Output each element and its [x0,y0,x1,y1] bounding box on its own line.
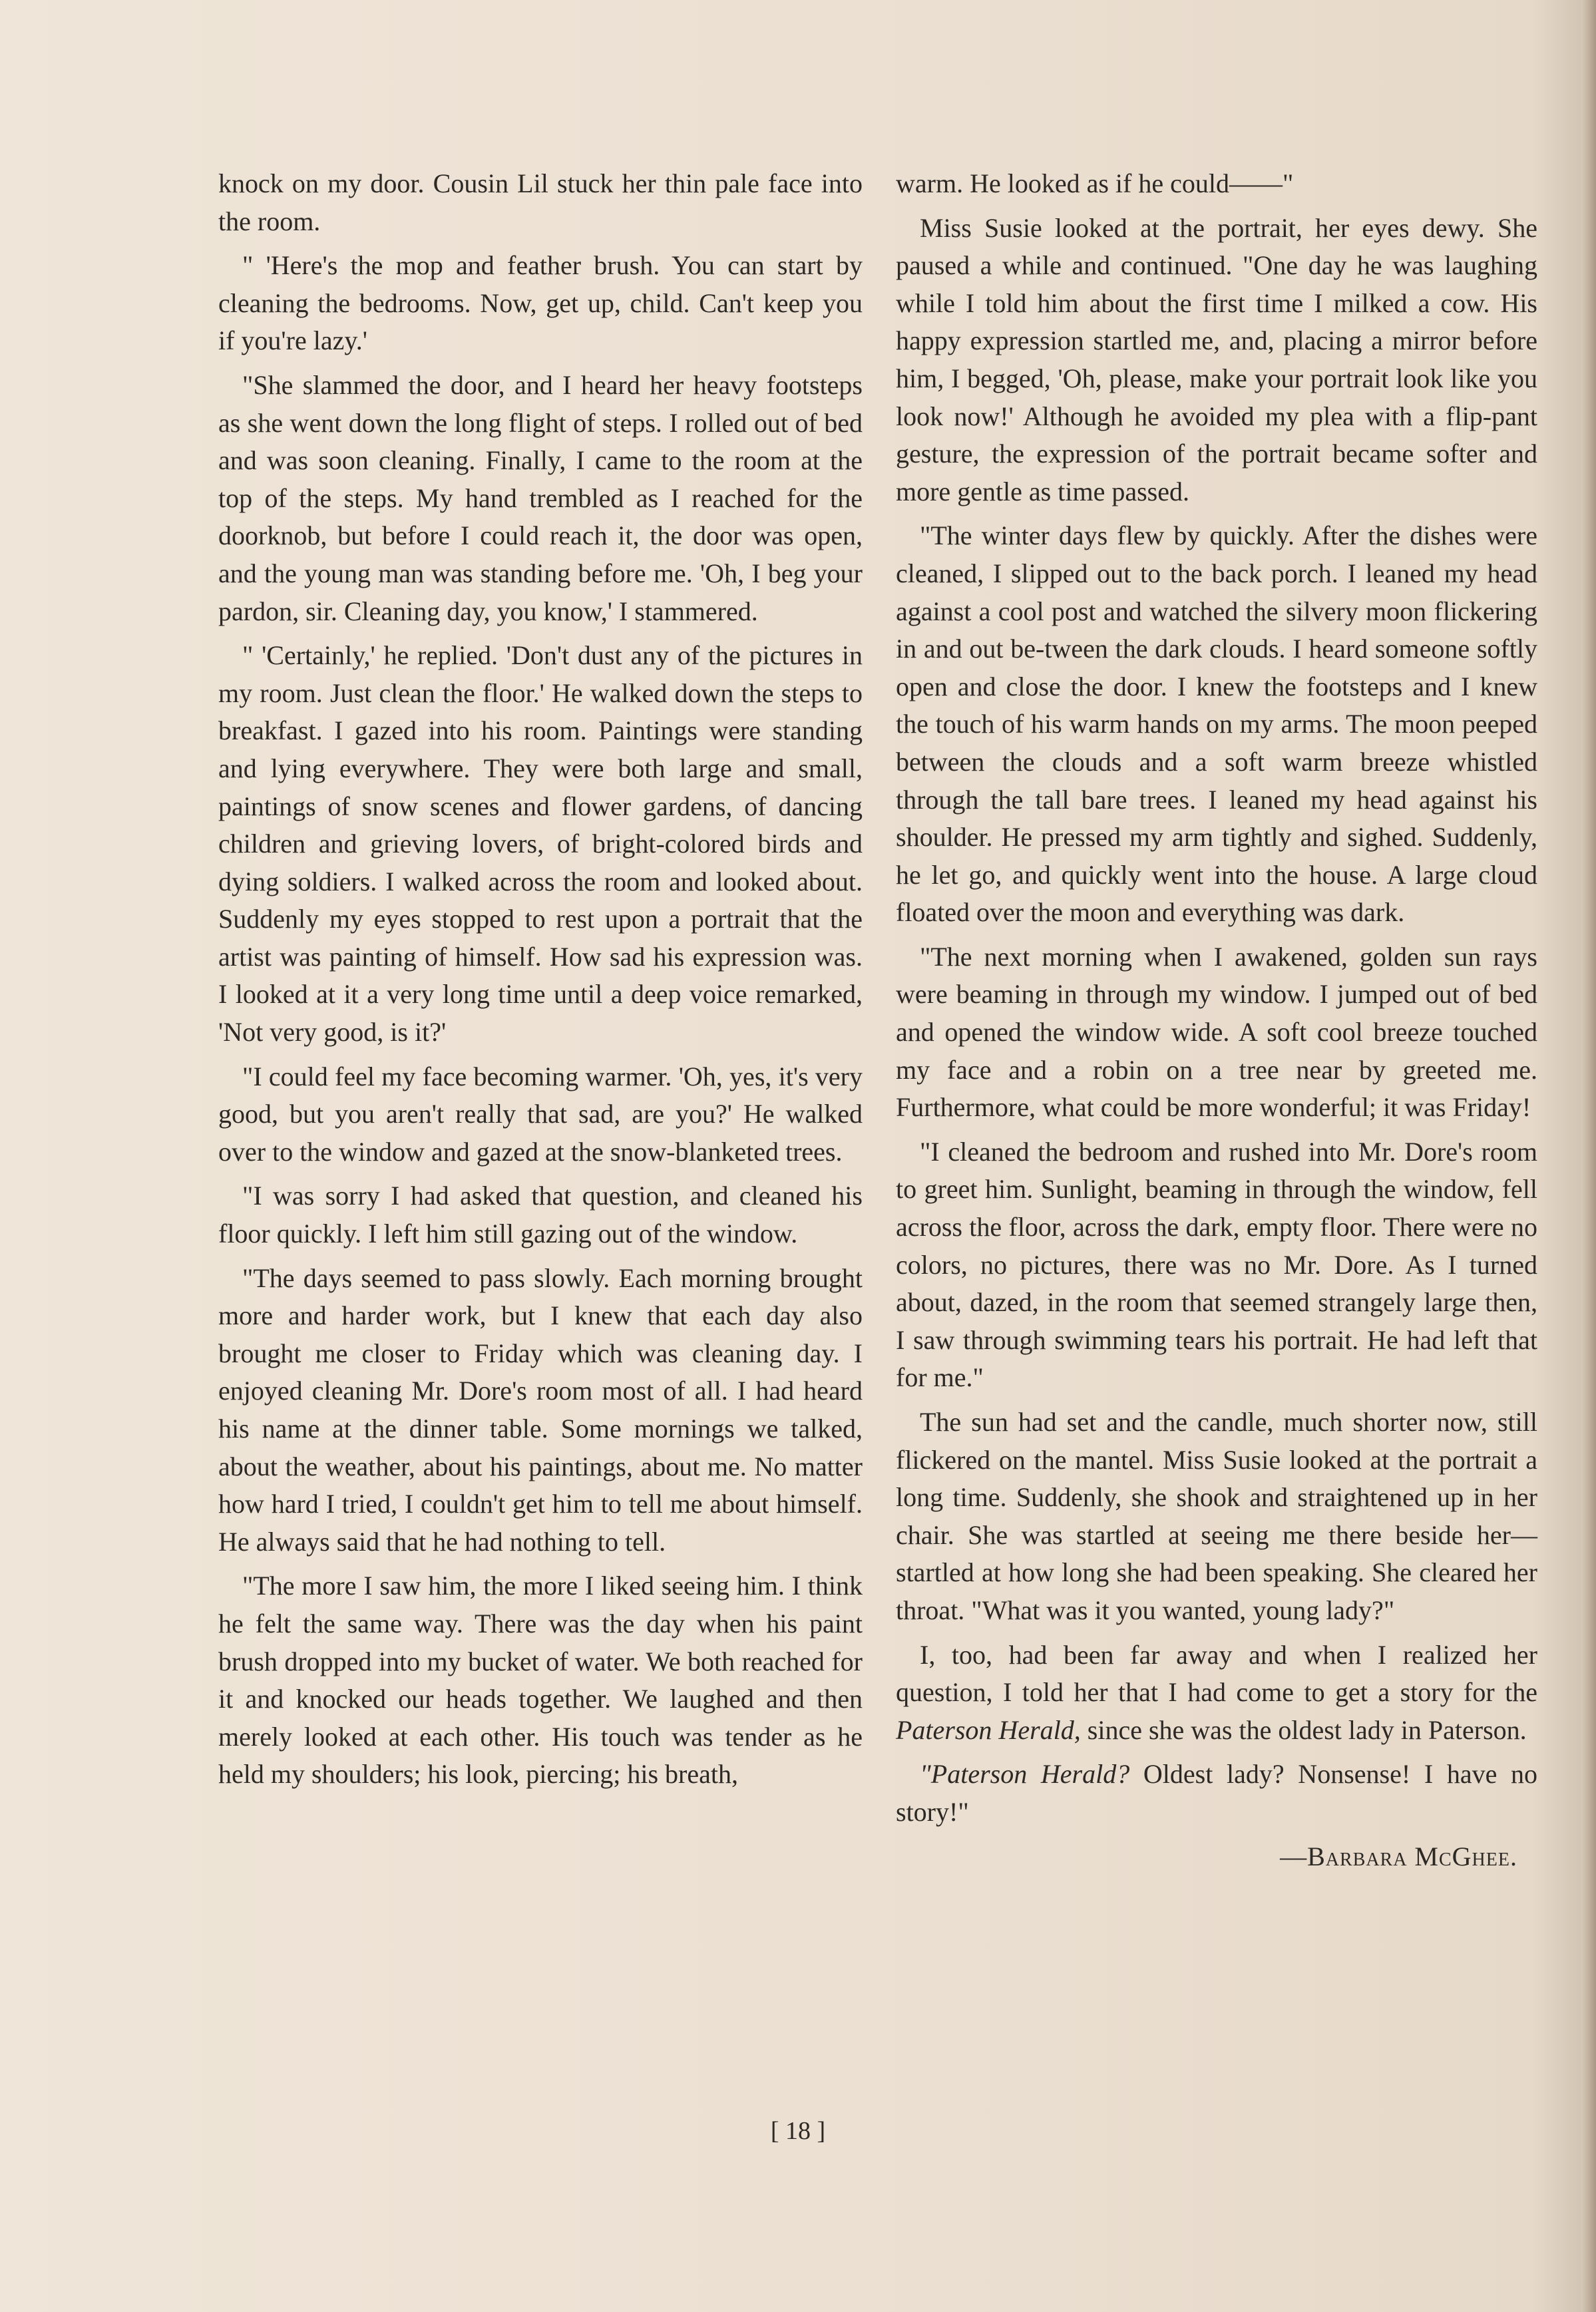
paragraph: "I cleaned the bedroom and rushed into Mr. Dore's room to greet him. Sunlight, beaming in through the window, fell across the floor, across the dark, empty floor. There were no colors, no pictures, there was no Mr. Dore. As I turned about, dazed, in the room that seemed strangely large then, I saw through swimming tears his portrait. He had left that for me." [896,1136,1537,1393]
paragraph: "I could feel my face becoming warmer. 'Oh, yes, it's very good, but you aren't really that sad, are you?' He walked over to the window and gazed at the snow-blanketed trees. [218,1061,863,1167]
paragraph: "The winter days flew by quickly. After the dishes were cleaned, I slipped out to the back porch. I leaned my head against a cool post and watched the silvery moon flickering in and out be-tween the dark clouds. I heard someone softly open and close the door. I knew the footsteps and I knew the touch of his warm hands on my arms. The moon peeped between the clouds and a soft warm breeze whistled through the tall bare trees. I leaned my head against his shoulder. He pressed my arm tightly and sighed. Suddenly, he let go, and quickly went into the house. A large cloud floated over the moon and everything was dark. [896,520,1537,928]
paragraph [896,1637,1537,1750]
paragraph: " 'Here's the mop and feather brush. You can start by cleaning the bedrooms. Now, get up, child. Can't keep you if you're lazy.' [218,250,863,356]
author-signature: —Barbara McGhee. [1280,1841,1517,1871]
paragraph-text: I, too, had been far away and when I realized her question, I told her that I had come to get a story for the [896,1639,1537,1708]
newspaper-name: "Paterson Herald? [920,1759,1130,1790]
paragraph: "The more I saw him, the more I liked seeing him. I think he felt the same way. There was the day when his paint brush dropped into my bucket of water. We both reached for it and knocked our heads together. We laughed and then merely looked at each other. His touch was tender as he held my shoulders; his look, piercing; his breath, [218,1571,863,1790]
paragraph: "She slammed the door, and I heard her heavy footsteps as she went down the long flight of steps. I rolled out of bed and was soon cleaning. Finally, I came to the room at the top of the steps. My hand trembled as I reached for the doorknob, but before I could reach it, the door was open, and the young man was standing before me. 'Oh, I beg your pardon, sir. Cleaning day, you know,' I stammered. [218,369,863,626]
paragraph-text: since she was the oldest lady in Paterson. [1080,1714,1527,1745]
left-column [218,165,863,1800]
paragraph: knock on my door. Cousin Lil stuck her thin pale face into the room. [218,168,863,236]
paragraph [896,1756,1537,1831]
paragraph: The sun had set and the candle, much shorter now, still flickered on the mantel. Miss Susie looked at the portrait a long time. Suddenly, she shook and straightened up in her chair. She was startled at seeing me there beside her—startled at how long she had been speaking. She cleared her throat. "What was it you wanted, young lady?" [896,1407,1537,1625]
page-number: [ 18 ] [770,2117,826,2145]
paragraph: Miss Susie looked at the portrait, her eyes dewy. She paused a while and continued. "One day he was laughing while I told him about the first time I milked a cow. His happy expression startled me, and, placing a mirror before him, I begged, 'Oh, please, make your portrait look like you look now!' Although he avoided my plea with a flip-pant gesture, the expression of the portrait became softer and more gentle as time passed. [896,212,1537,506]
paragraph: "The next morning when I awakened, golden sun rays were beaming in through my window. I jumped out of bed and opened the window wide. A soft cool breeze touched my face and a robin on a tree near by greeted me. Furthermore, what could be more wonderful; it was Friday! [896,941,1537,1123]
right-column [896,165,1537,1882]
paragraph: " 'Certainly,' he replied. 'Don't dust any of the pictures in my room. Just clean the floor.' He walked down the steps to breakfast. I gazed into his room. Paintings were standing and lying everywhere. They were both large and small, paintings of snow scenes and flower gardens, of dancing children and grieving lovers, of bright-colored birds and dying soldiers. I walked across the room and looked about. Suddenly my eyes stopped to rest upon a portrait that the artist was painting of himself. How sad his expression was. I looked at it a very long time until a deep voice remarked, 'Not very good, is it?' [218,640,863,1048]
paragraph: warm. He looked as if he could——" [896,168,1294,198]
paragraph: "The days seemed to pass slowly. Each morning brought more and harder work, but I knew that each day also brought me closer to Friday which was cleaning day. I enjoyed cleaning Mr. Dore's room most of all. I had heard his name at the dinner table. Some mornings we talked, about the weather, about his paintings, about me. No matter how hard I tried, I couldn't get him to tell me about himself. He always said that he had nothing to tell. [218,1262,863,1557]
newspaper-name: Paterson Herald, [896,1714,1081,1745]
paragraph-text: Oldest lady? Nonsense! I have no story!" [896,1759,1537,1827]
paragraph: "I was sorry I had asked that question, and cleaned his floor quickly. I left him still gazing out of the window. [218,1181,863,1249]
book-spine-edge [1581,0,1596,2312]
